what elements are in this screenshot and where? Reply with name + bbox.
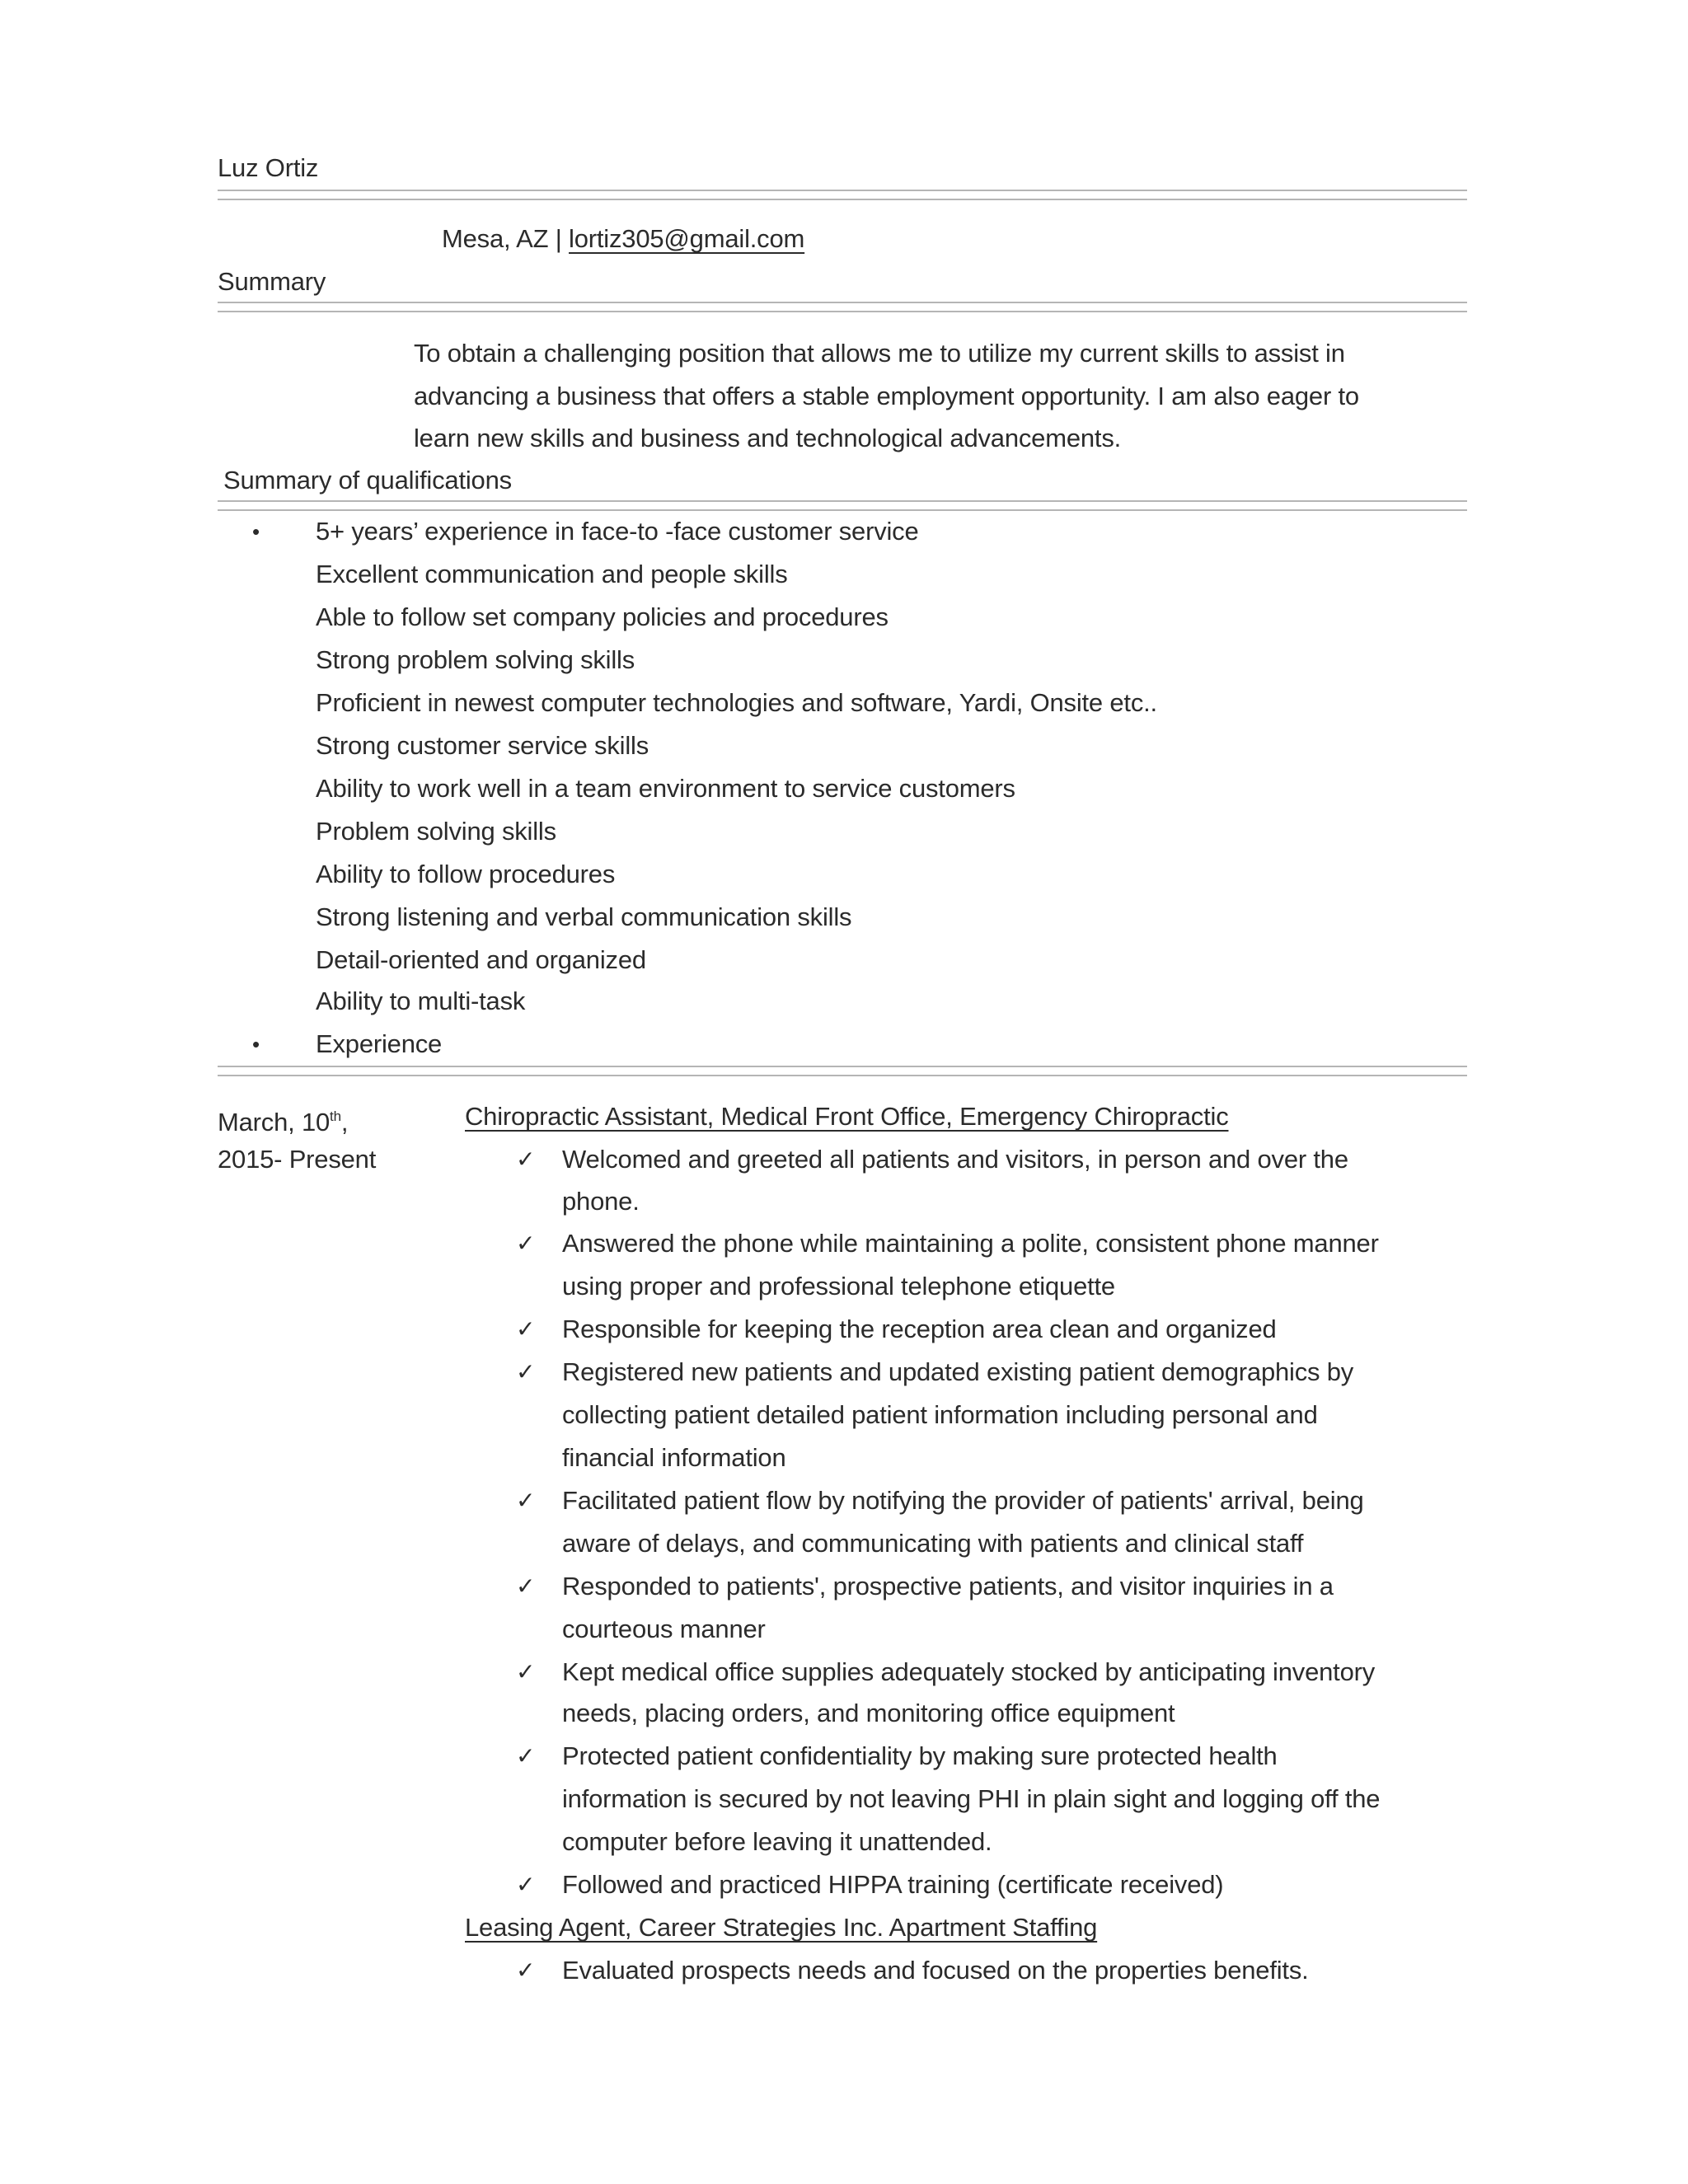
bullet-icon: • xyxy=(252,519,260,544)
summary-line: learn new skills and business and technological advancements. xyxy=(414,424,1122,452)
duty-line: computer before leaving it unattended. xyxy=(562,1827,992,1856)
qualifications-heading: Summary of qualifications xyxy=(223,466,512,494)
qualification-item: Ability to multi-task xyxy=(316,987,526,1015)
checkmark-icon: ✓ xyxy=(516,1358,536,1385)
job-date-start xyxy=(218,1100,348,1139)
qualification-item: Detail-oriented and organized xyxy=(316,945,646,974)
checkmark-icon: ✓ xyxy=(516,1315,536,1343)
qualification-item: 5+ years’ experience in face-to -face customer service xyxy=(316,517,919,546)
duty-line: Followed and practiced HIPPA training (certificate received) xyxy=(562,1870,1224,1899)
qualification-item: Ability to follow procedures xyxy=(316,860,616,888)
qualification-item: Strong problem solving skills xyxy=(316,645,635,674)
date-text: March, 10 xyxy=(218,1108,331,1137)
job-date-range: 2015- Present xyxy=(218,1145,377,1174)
qualification-item: Strong customer service skills xyxy=(316,731,649,760)
duty-line: courteous manner xyxy=(562,1615,766,1643)
qualification-item: Ability to work well in a team environment to service customers xyxy=(316,774,1015,803)
qualification-item: Strong listening and verbal communication skills xyxy=(316,902,852,931)
qualifications-divider xyxy=(218,500,1467,511)
applicant-name: Luz Ortiz xyxy=(218,153,319,182)
checkmark-icon: ✓ xyxy=(516,1957,536,1984)
duty-line: Kept medical office supplies adequately stocked by anticipating inventory xyxy=(562,1657,1376,1686)
duty-line: Facilitated patient flow by notifying the provider of patients' arrival, being xyxy=(562,1486,1364,1515)
experience-heading: Experience xyxy=(316,1029,443,1058)
summary-line: To obtain a challenging position that allows me to utilize my current skills to assist in xyxy=(414,339,1345,368)
duty-line: Protected patient confidentiality by making sure protected health xyxy=(562,1741,1278,1770)
email-link[interactable]: lortiz305@gmail.com xyxy=(569,224,805,253)
job-title-chiropractic: Chiropractic Assistant, Medical Front Office, Emergency Chiropractic xyxy=(465,1102,1229,1131)
experience-divider xyxy=(218,1066,1467,1076)
checkmark-icon: ✓ xyxy=(516,1871,536,1898)
checkmark-icon: ✓ xyxy=(516,1572,536,1600)
summary-heading: Summary xyxy=(218,267,326,296)
qualification-item: Able to follow set company policies and procedures xyxy=(316,602,889,631)
duty-line: Responsible for keeping the reception area clean and organized xyxy=(562,1315,1277,1343)
qualification-item: Proficient in newest computer technologies and software, Yardi, Onsite etc.. xyxy=(316,688,1157,717)
date-ordinal: th xyxy=(330,1108,341,1124)
checkmark-icon: ✓ xyxy=(516,1742,536,1769)
duty-line: needs, placing orders, and monitoring office equipment xyxy=(562,1699,1175,1727)
duty-line: Responded to patients', prospective patients, and visitor inquiries in a xyxy=(562,1572,1334,1601)
duty-line: collecting patient detailed patient information including personal and xyxy=(562,1400,1318,1429)
duty-line: information is secured by not leaving PHI in plain sight and logging off the xyxy=(562,1784,1381,1813)
duty-line: aware of delays, and communicating with patients and clinical staff xyxy=(562,1529,1304,1558)
duty-line: Answered the phone while maintaining a polite, consistent phone manner xyxy=(562,1229,1379,1258)
summary-divider xyxy=(218,302,1467,312)
qualification-item: Excellent communication and people skills xyxy=(316,560,788,588)
name-divider xyxy=(218,190,1467,200)
qualification-item: Problem solving skills xyxy=(316,817,556,846)
checkmark-icon: ✓ xyxy=(516,1658,536,1685)
summary-line: advancing a business that offers a stable employment opportunity. I am also eager to xyxy=(414,382,1359,410)
checkmark-icon: ✓ xyxy=(516,1146,536,1173)
checkmark-icon: ✓ xyxy=(516,1230,536,1257)
location-text: Mesa, AZ | xyxy=(442,224,562,253)
duty-line: phone. xyxy=(562,1187,640,1216)
duty-line: financial information xyxy=(562,1443,786,1472)
bullet-icon: • xyxy=(252,1032,260,1057)
contact-line xyxy=(442,223,804,255)
duty-line: using proper and professional telephone etiquette xyxy=(562,1272,1115,1301)
checkmark-icon: ✓ xyxy=(516,1487,536,1514)
duty-line: Registered new patients and updated existing patient demographics by xyxy=(562,1357,1354,1386)
job-title-leasing-agent: Leasing Agent, Career Strategies Inc. Apartment Staffing xyxy=(465,1913,1098,1942)
duty-line: Evaluated prospects needs and focused on the properties benefits. xyxy=(562,1956,1309,1985)
date-comma: , xyxy=(340,1108,349,1137)
duty-line: Welcomed and greeted all patients and visitors, in person and over the xyxy=(562,1145,1348,1174)
